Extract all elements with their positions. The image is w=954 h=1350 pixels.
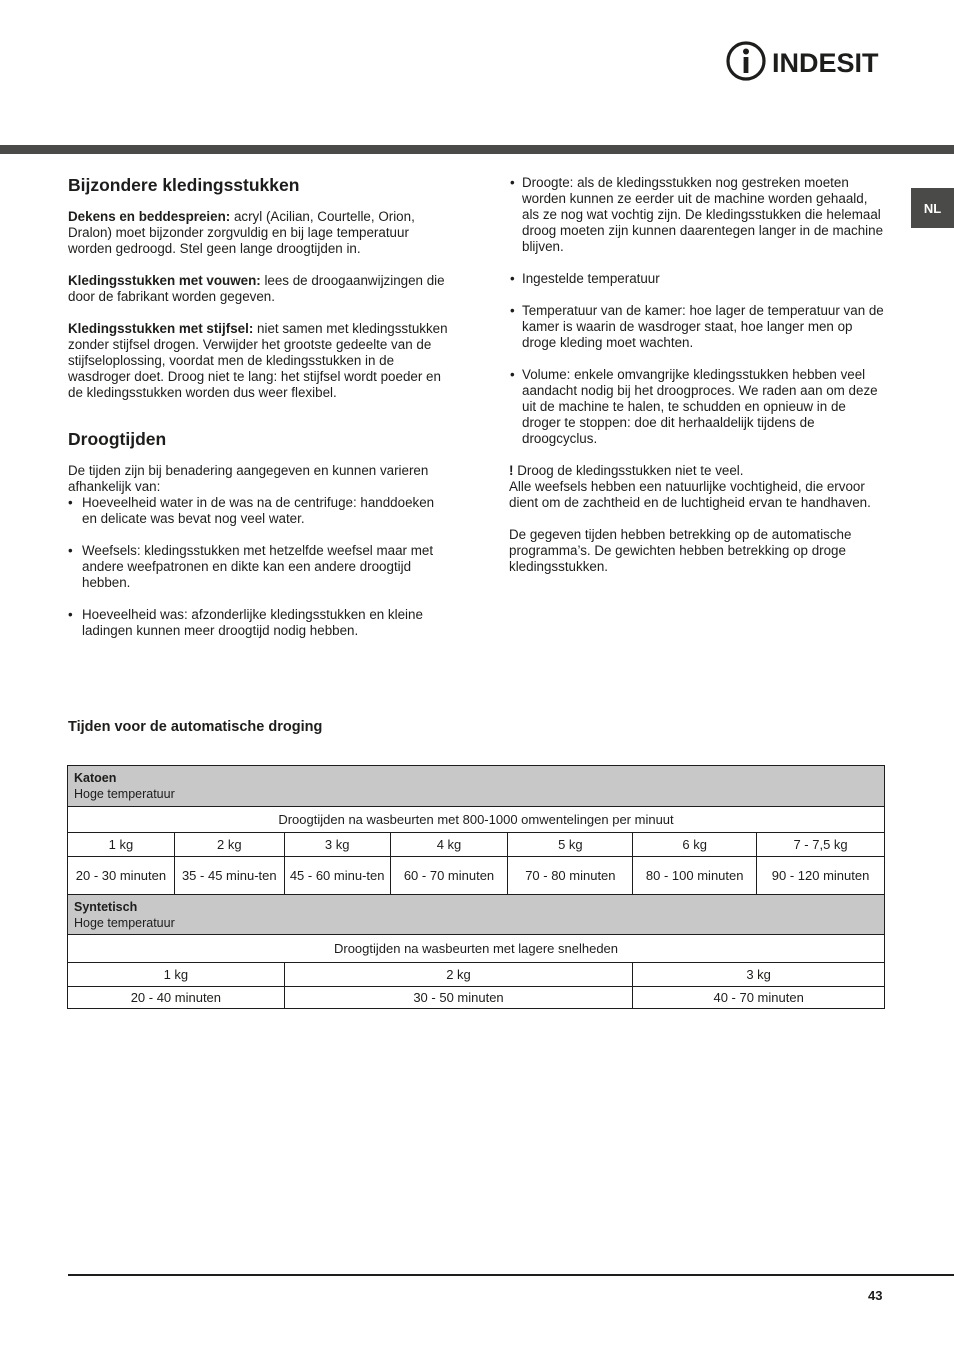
table-cell: 4 kg [390,833,508,857]
synthetic-name: Syntetisch [74,899,138,914]
table-cell: 20 - 30 minuten [68,857,175,895]
table-cell: 6 kg [633,833,757,857]
table-cell: 90 - 120 minuten [757,857,885,895]
drying-times-table [67,765,885,1009]
closing-paragraph: De gegeven tijden hebben betrekking op de automatische programma’s. De gewichten hebben betrekking op droge kledingsstukken. [509,527,852,574]
warning-note: ! Droog de kledingsstukken niet te veel. [509,463,744,478]
paragraph-pleats: Kledingsstukken met vouwen: lees de droogaanwijzingen die door de fabrikant worden gegeven. [68,273,445,304]
paragraph-blankets: Dekens en beddespreien: acryl (Acilian, Courtelle, Orion, Dralon) moet bijzonder zorgvuldig en bij lage temperatuur worden gedroogd. Stel geen lange droogtijden in. [68,209,415,256]
table-cell: 7 - 7,5 kg [757,833,885,857]
table-cell: 5 kg [508,833,633,857]
synthetic-header [68,895,885,935]
header-bar [0,145,954,154]
table-cell: 2 kg [284,963,633,987]
section-title-special-garments: Bijzondere kledingsstukken [68,175,300,195]
warning-body: Alle weefsels hebben een natuurlijke vochtigheid, die ervoor dient om de zachtheid en de luchtigheid ervan te handhaven. [509,479,871,510]
table-cell: 40 - 70 minuten [633,987,885,1009]
paragraph-starch: Kledingsstukken met stijfsel: niet samen met kledingsstukken zonder stijfsel drogen. Verwijder het grootste gedeelte van de stijfseloplossing, voordat men de kledingsstukken in de wasdroger doet. Droog niet te lang: het stijfsel wordt poeder en de kledingsstukken worden dus weer flexibel. [68,321,448,400]
intro-text: De tijden zijn bij benadering aangegeven en kunnen varieren afhankelijk van: [68,463,429,494]
table-cell: 70 - 80 minuten [508,857,633,895]
cotton-name: Katoen [74,771,117,785]
table-cell: 30 - 50 minuten [284,987,633,1009]
cotton-caption: Droogtijden na wasbeurten met 800-1000 omwentelingen per minuut [68,807,885,833]
list-item: • Hoeveelheid water in de was na de centrifuge: handdoeken en delicate was bevat nog veel water. [68,495,448,527]
synthetic-caption: Droogtijden na wasbeurten met lagere snelheden [68,935,885,963]
indesit-logo [725,40,890,82]
table-cell: 60 - 70 minuten [390,857,508,895]
page-number: 43 [868,1288,883,1303]
list-item: • Droogte: als de kledingsstukken nog gestreken moeten worden kunnen ze eerder uit de machine worden gehaald, als ze nog wat vochtig zijn. De kledingsstukken die helemaal droog moeten zijn kunnen daarentegen langer in de machine blijven. [509,175,887,255]
table-cell: 20 - 40 minuten [68,987,285,1009]
list-item: • Ingestelde temperatuur [509,271,887,287]
list-item: • Temperatuur van de kamer: hoe lager de temperatuur van de kamer is waarin de wasdroger staat, hoe langer men op droge kleding moet wachten. [509,303,887,351]
language-tab: NL [911,188,954,228]
table-title: Tijden voor de automatische droging [68,719,323,735]
table-cell: 35 - 45 minu-ten [174,857,284,895]
table-cell: 45 - 60 minu-ten [284,857,390,895]
cotton-header [68,766,885,807]
table-cell: 3 kg [284,833,390,857]
cotton-temp: Hoge temperatuur [74,787,175,801]
synthetic-temp: Hoge temperatuur [74,915,175,930]
right-column [509,175,887,591]
section-title-drying-times: Droogtijden [68,429,167,449]
left-column [68,175,448,655]
table-cell: 1 kg [68,963,285,987]
brand-wordmark: INDESIT [772,48,879,78]
table-cell: 1 kg [68,833,175,857]
list-item: • Hoeveelheid was: afzonderlijke kledingsstukken en kleine ladingen kunnen meer droogtijd nodig hebben. [68,607,448,639]
table-cell: 80 - 100 minuten [633,857,757,895]
list-item: • Volume: enkele omvangrijke kledingsstukken hebben veel aandacht nodig bij het droogproces. We raden aan om deze uit de machine te halen, te schudden en opnieuw in de droger te stoppen: doe dit herhaaldelijk tijdens de droogcyclus. [509,367,887,447]
footer-rule [68,1274,954,1276]
warning-icon: ! [509,463,514,478]
list-item: • Weefsels: kledingsstukken met hetzelfde weefsel maar met andere weefpatronen en dikte kan een andere droogtijd hebben. [68,543,448,591]
table-cell: 2 kg [174,833,284,857]
table-cell: 3 kg [633,963,885,987]
